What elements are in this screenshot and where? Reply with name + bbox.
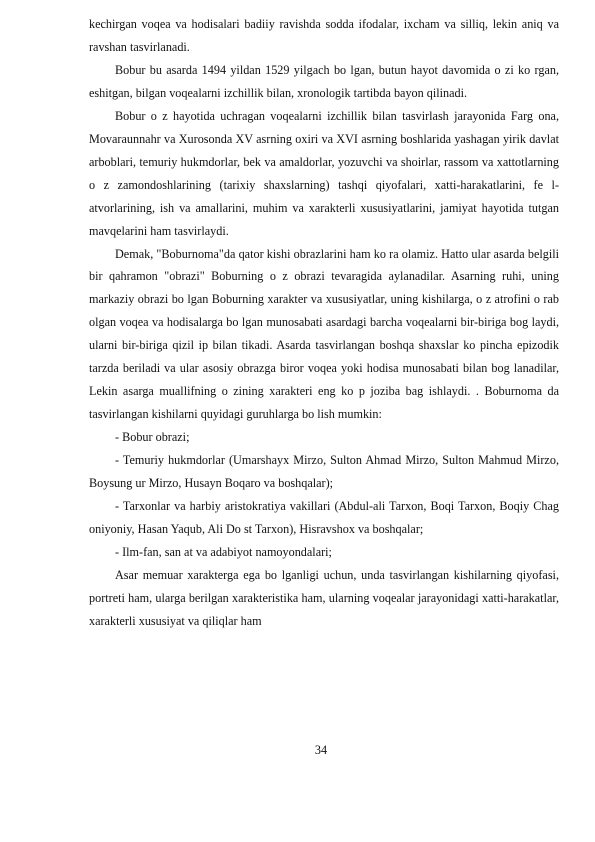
paragraph: Bobur bu asarda 1494 yildan 1529 yilgach bo lgan, butun hayot davomida o zi ko rgan, eshitgan, bilgan voqealarni izchillik bilan, xronologik tartibda bayon qilinadi.: [89, 62, 559, 100]
list-item: - Ilm-fan, san at va adabiyot namoyondalari;: [115, 544, 332, 559]
paragraph: Demak, "Boburnoma"da qator kishi obrazlarini ham ko ra olamiz. Hatto ular asarda belgili bir qahramon "obrazi" Boburning o z obrazi tevaragida aylanadilar. Asarning ruhi, uning markaziy obrazi bo lgan Boburning xarakter va xususiyatlar, uning kishilarga, o z atrofini o rab olgan voqea va hodisalarga bo lgan munosabati asardagi barcha voqealarni bir-biriga bog laydi, ularni bir-biriga qizil ip bilan tikadi. Asarda tasvirlangan boshqa shaxslar ko pincha epizodik tarzda beriladi va ular asosiy obrazga biror voqea yoki hodisa munosabati bilan bog lanadilar, Lekin asarga muallifning o zining xarakteri eng ko p joziba bag ishlaydi. . Boburnoma da tasvirlangan kishilarni quyidagi guruhlarga bo lish mumkin:: [89, 246, 559, 422]
list-item: - Temuriy hukmdorlar (Umarshayx Mirzo, Sulton Ahmad Mirzo, Sulton Mahmud Mirzo, Boysung ur Mirzo, Husayn Boqaro va boshqalar);: [89, 453, 559, 491]
page-number: 34: [314, 743, 328, 757]
list-item: - Tarxonlar va harbiy aristokratiya vakillari (Abdul-ali Tarxon, Boqi Tarxon, Boqiy Chag oniyoniy, Hasan Yaqub, Ali Do st Tarxon), Hisravshox va boshqalar;: [89, 499, 559, 536]
body-text: [89, 13, 559, 633]
paragraph-continuation: kechirgan voqea va hodisalari badiiy ravishda sodda ifodalar, ixcham va silliq, lekin aniq va ravshan tasvirlanadi.: [89, 17, 559, 54]
paragraph: Bobur o z hayotida uchragan voqealarni izchillik bilan tasvirlash jarayonida Farg ona, Movaraunnahr va Xurosonda XV asrning oxiri va XVI asrning boshlarida yashagan yirik davlat arboblari, temuriy hukmdorlar, bek va amaldorlar, yozuvchi va shoirlar, rassom va xattotlarning o z zamondoshlarining (tarixiy shaxslarning) tashqi qiyofalari, xatti-harakatlarini, fe l-atvorlarining, ish va amallarini, muhim va xarakterli xususiyatlarini, jamiyat hayotida tutgan mavqelarini ham tasvirlaydi.: [89, 108, 559, 238]
paragraph: Asar memuar xarakterga ega bo lganligi uchun, unda tasvirlangan kishilarning qiyofasi, portreti ham, ularga berilgan xarakteristika ham, ularning voqealar jarayonidagi xatti-harakatlar, xarakterli xususiyat va qiliqlar ham: [89, 567, 559, 628]
list-item: - Bobur obrazi;: [115, 430, 190, 445]
